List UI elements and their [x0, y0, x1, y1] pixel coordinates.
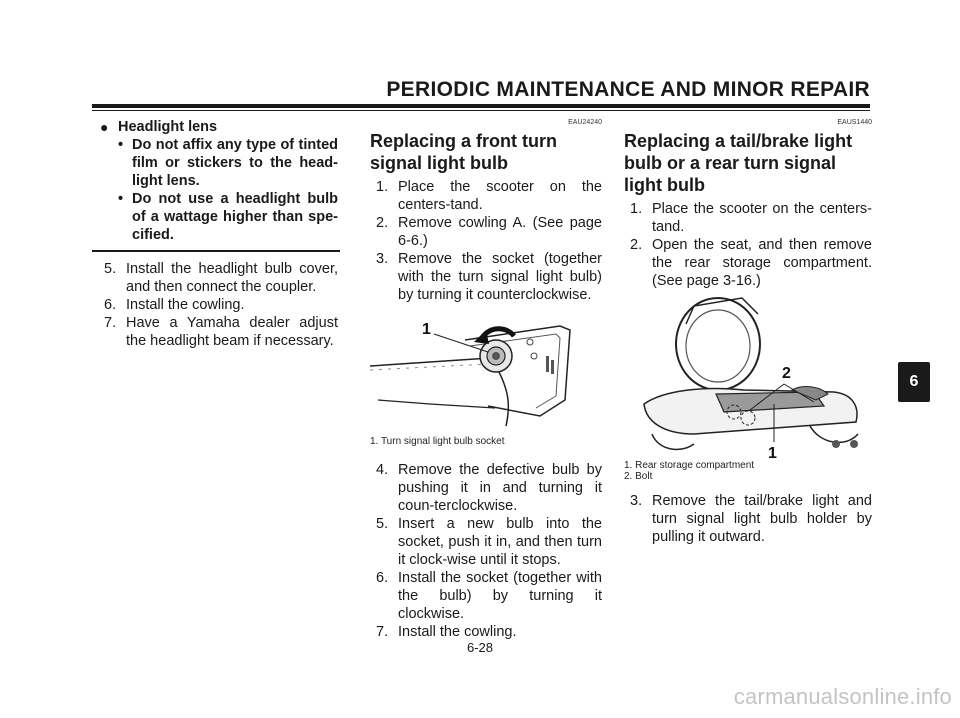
- chapter-tab: 6: [898, 362, 930, 402]
- warning-rule: [92, 250, 340, 252]
- step-number: 2.: [630, 237, 643, 253]
- warning-item: [98, 190, 338, 244]
- step-text: Install the cowling.: [398, 624, 517, 640]
- bullet-icon: ●: [100, 119, 109, 135]
- step-text: Remove the tail/brake light and turn signal light bulb holder by pulling it outward.: [652, 493, 872, 545]
- section-title: Replacing a front turn signal light bulb: [370, 131, 558, 173]
- step-text: Insert a new bulb into the socket, push it in, and then turn it clock-wise until it stops.: [398, 516, 602, 568]
- step-text: Place the scooter on the centers-tand.: [398, 179, 602, 213]
- warning-item-text: Do not use a headlight bulb of a wattage higher than spe-cified.: [132, 191, 338, 243]
- step-number: 3.: [376, 251, 389, 267]
- warning-heading-text: Headlight lens: [118, 119, 218, 135]
- step-item: [624, 236, 872, 290]
- step-item: [624, 492, 872, 546]
- step-text: Install the cowling.: [126, 297, 245, 313]
- step-item: [624, 200, 872, 236]
- column-2: [370, 118, 602, 641]
- page-number: 6-28: [466, 640, 494, 655]
- step-number: 5.: [376, 516, 389, 532]
- column-3: [624, 118, 872, 546]
- column-1: [98, 118, 338, 350]
- rear-storage-figure: [624, 294, 872, 460]
- step-text: Open the seat, and then remove the rear storage compartment. (See page 3-16.): [652, 237, 872, 289]
- step-number: 4.: [376, 462, 389, 478]
- step-number: 6.: [104, 297, 117, 313]
- section-code: EAU24240: [568, 119, 602, 126]
- callout-1: 1: [768, 445, 777, 460]
- warning-item: [98, 136, 338, 190]
- step-text: Remove cowling A. (See page 6-6.): [398, 215, 602, 249]
- step-item: [370, 461, 602, 515]
- callout-1: 1: [422, 321, 431, 338]
- step-text: Place the scooter on the centers-tand.: [652, 201, 872, 235]
- section-title: Replacing a tail/brake light bulb or a rear turn signal light bulb: [624, 131, 853, 195]
- step-text: Install the headlight bulb cover, and then connect the coupler.: [126, 261, 338, 295]
- step-number: 3.: [630, 493, 643, 509]
- warning-item-text: Do not affix any type of tinted film or stickers to the head-light lens.: [132, 137, 338, 189]
- step-item: [370, 250, 602, 304]
- step-number: 1.: [376, 179, 389, 195]
- figure-caption: 1. Rear storage compartment: [624, 460, 755, 471]
- step-item: [98, 314, 338, 350]
- turn-signal-socket-figure: [370, 308, 602, 434]
- step-number: 7.: [104, 315, 117, 331]
- figure-caption: 1. Turn signal light bulb socket: [370, 436, 505, 447]
- step-item: [98, 260, 338, 296]
- bullet-dot-icon: •: [118, 137, 124, 153]
- step-text: Install the socket (together with the bulb) by turning it clockwise.: [398, 570, 602, 622]
- step-item: [98, 296, 338, 314]
- bullet-dot-icon: •: [118, 191, 124, 207]
- callout-2: 2: [782, 365, 791, 382]
- step-item: [370, 623, 602, 641]
- step-text: Remove the defective bulb by pushing it in and turning it coun-terclockwise.: [398, 462, 602, 514]
- step-number: 5.: [104, 261, 117, 277]
- step-number: 6.: [376, 570, 389, 586]
- step-item: [370, 178, 602, 214]
- step-item: [370, 214, 602, 250]
- figure-caption: 2. Bolt: [624, 471, 653, 482]
- section-code: EAUS1440: [837, 119, 872, 126]
- step-item: [370, 569, 602, 623]
- header-rule: [92, 104, 870, 108]
- step-item: [370, 515, 602, 569]
- step-text: Have a Yamaha dealer adjust the headlight beam if necessary.: [126, 315, 338, 349]
- header-rule-thin: [92, 110, 870, 111]
- step-text: Remove the socket (together with the turn signal light bulb) by turning it counterclockwise.: [398, 251, 602, 303]
- page-header-title: PERIODIC MAINTENANCE AND MINOR REPAIR: [386, 78, 870, 101]
- watermark: carmanualsonline.info: [733, 684, 952, 709]
- step-number: 7.: [376, 624, 389, 640]
- warning-heading: [98, 118, 338, 136]
- step-number: 1.: [630, 201, 643, 217]
- step-number: 2.: [376, 215, 389, 231]
